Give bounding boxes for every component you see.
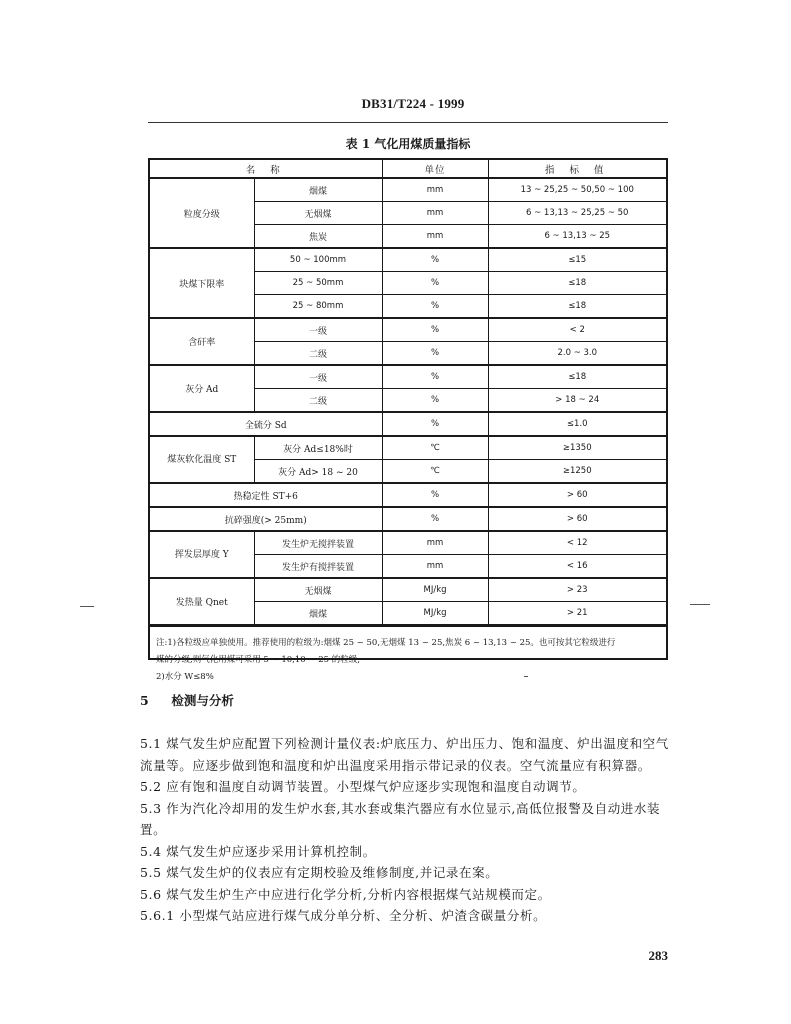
section-body <box>140 733 670 927</box>
item-cell: 烟煤 <box>254 178 382 202</box>
scan-speck <box>524 676 528 677</box>
column-header-name: 名 称 <box>150 160 382 178</box>
value-cell: ≤18 <box>488 295 666 319</box>
table-header-row <box>150 160 666 178</box>
group-cell: 煤灰软化温度 ST <box>150 436 254 483</box>
group-cell: 灰分 Ad <box>150 365 254 412</box>
item-cell: 二级 <box>254 342 382 366</box>
value-cell: ≤18 <box>488 272 666 295</box>
scan-speck <box>690 604 710 605</box>
item-cell: 灰分 Ad> 18 ~ 20 <box>254 460 382 484</box>
item-cell: 25 ~ 50mm <box>254 272 382 295</box>
value-cell: ≤15 <box>488 248 666 272</box>
unit-cell: % <box>382 483 488 507</box>
unit-cell: % <box>382 248 488 272</box>
value-cell: 2.0 ~ 3.0 <box>488 342 666 366</box>
unit-cell: % <box>382 389 488 413</box>
unit-cell: % <box>382 412 488 436</box>
value-cell: > 60 <box>488 483 666 507</box>
section-heading <box>140 691 234 709</box>
table-row <box>150 178 666 202</box>
item-cell: 无烟煤 <box>254 202 382 225</box>
value-cell: 6 ~ 13,13 ~ 25 <box>488 225 666 249</box>
unit-cell: MJ/kg <box>382 602 488 625</box>
paragraph-5-2: 5.2 应有饱和温度自动调节装置。小型煤气炉应逐步实现饱和温度自动调节。 <box>140 779 586 794</box>
table-row <box>150 578 666 602</box>
value-cell: < 16 <box>488 555 666 579</box>
table-note: 2)水分 W≤8% <box>156 672 214 682</box>
unit-cell: ℃ <box>382 460 488 484</box>
value-cell: > 18 ~ 24 <box>488 389 666 413</box>
paragraph-5-4: 5.4 煤气发生炉应逐步采用计算机控制。 <box>140 843 376 859</box>
unit-cell: mm <box>382 225 488 249</box>
standard-code: DB31/T224 - 1999 <box>361 96 465 111</box>
value-cell: > 21 <box>488 602 666 625</box>
value-cell: < 2 <box>488 318 666 342</box>
group-cell: 挥发层厚度 Y <box>150 531 254 578</box>
value-cell: > 60 <box>488 507 666 531</box>
unit-cell: MJ/kg <box>382 578 488 602</box>
section-number: 5 <box>140 693 149 708</box>
paragraph-5-1: 5.1 煤气发生炉应配置下列检测计量仪表:炉底压力、炉出压力、饱和温度、炉出温度和空气流量等。应逐步做到饱和温度和炉出温度采用指示带记录的仪表。空气流量应有积算器。 <box>140 736 669 773</box>
value-cell: ≥1350 <box>488 436 666 460</box>
table-row <box>150 318 666 342</box>
item-cell: 灰分 Ad≤18%时 <box>254 436 382 460</box>
group-cell: 全硫分 Sd <box>150 412 382 436</box>
table-note: 注:1)各粒级应单独使用。推荐使用的粒级为:烟煤 25 ~ 50,无烟煤 13 ~ 25,焦炭 6 ~ 13,13 ~ 25。也可按其它粒级进行 <box>156 638 616 648</box>
group-cell: 抗碎强度(> 25mm) <box>150 507 382 531</box>
paragraph-5-6-1: 5.6.1 小型煤气站应进行煤气成分单分析、全分析、炉渣含碳量分析。 <box>140 908 547 923</box>
group-cell: 粒度分级 <box>150 178 254 248</box>
paragraph-5-5: 5.5 煤气发生炉的仪表应有定期校验及维修制度,并记录在案。 <box>140 865 499 880</box>
unit-cell: % <box>382 365 488 389</box>
group-cell: 热稳定性 ST+6 <box>150 483 382 507</box>
item-cell: 一级 <box>254 318 382 342</box>
group-cell: 含矸率 <box>150 318 254 365</box>
value-cell: 13 ~ 25,25 ~ 50,50 ~ 100 <box>488 178 666 202</box>
item-cell: 50 ~ 100mm <box>254 248 382 272</box>
item-cell: 发生炉有搅拌装置 <box>254 555 382 579</box>
item-cell: 25 ~ 80mm <box>254 295 382 319</box>
value-cell: > 23 <box>488 578 666 602</box>
value-cell: ≥1250 <box>488 460 666 484</box>
group-cell: 块煤下限率 <box>150 248 254 318</box>
value-cell: 6 ~ 13,13 ~ 25,25 ~ 50 <box>488 202 666 225</box>
group-cell: 发热量 Qnet <box>150 578 254 625</box>
value-cell: ≤18 <box>488 365 666 389</box>
unit-cell: mm <box>382 178 488 202</box>
unit-cell: mm <box>382 202 488 225</box>
column-header-unit: 单位 <box>382 160 488 178</box>
unit-cell: % <box>382 342 488 366</box>
unit-cell: mm <box>382 555 488 579</box>
item-cell: 无烟煤 <box>254 578 382 602</box>
table-row <box>150 436 666 460</box>
value-cell: ≤1.0 <box>488 412 666 436</box>
unit-cell: % <box>382 507 488 531</box>
table-notes <box>150 625 666 686</box>
unit-cell: ℃ <box>382 436 488 460</box>
page-number: 283 <box>648 948 668 963</box>
table-note: 煤的分级,则气化用煤可采用 5 ~ 10,10 ~ 25 的粒级; <box>156 655 361 665</box>
table-row <box>150 365 666 389</box>
coal-quality-table <box>148 158 668 682</box>
header-rule <box>148 122 668 123</box>
item-cell: 一级 <box>254 365 382 389</box>
section-title: 检测与分析 <box>171 693 234 708</box>
table-row <box>150 507 666 531</box>
unit-cell: % <box>382 318 488 342</box>
value-cell: < 12 <box>488 531 666 555</box>
column-header-value: 指 标 值 <box>488 160 666 178</box>
unit-cell: % <box>382 272 488 295</box>
table-row <box>150 531 666 555</box>
scan-speck <box>80 606 94 607</box>
item-cell: 焦炭 <box>254 225 382 249</box>
item-cell: 烟煤 <box>254 602 382 625</box>
paragraph-5-3: 5.3 作为汽化冷却用的发生炉水套,其水套或集汽器应有水位显示,高低位报警及自动进水装置。 <box>140 800 661 837</box>
unit-cell: % <box>382 295 488 319</box>
unit-cell: mm <box>382 531 488 555</box>
table-row <box>150 248 666 272</box>
paragraph-5-6: 5.6 煤气发生炉生产中应进行化学分析,分析内容根据煤气站规模而定。 <box>140 886 551 902</box>
table-row <box>150 412 666 436</box>
table-caption: 表 1 气化用煤质量指标 <box>345 137 471 151</box>
item-cell: 二级 <box>254 389 382 413</box>
item-cell: 发生炉无搅拌装置 <box>254 531 382 555</box>
table-row <box>150 483 666 507</box>
